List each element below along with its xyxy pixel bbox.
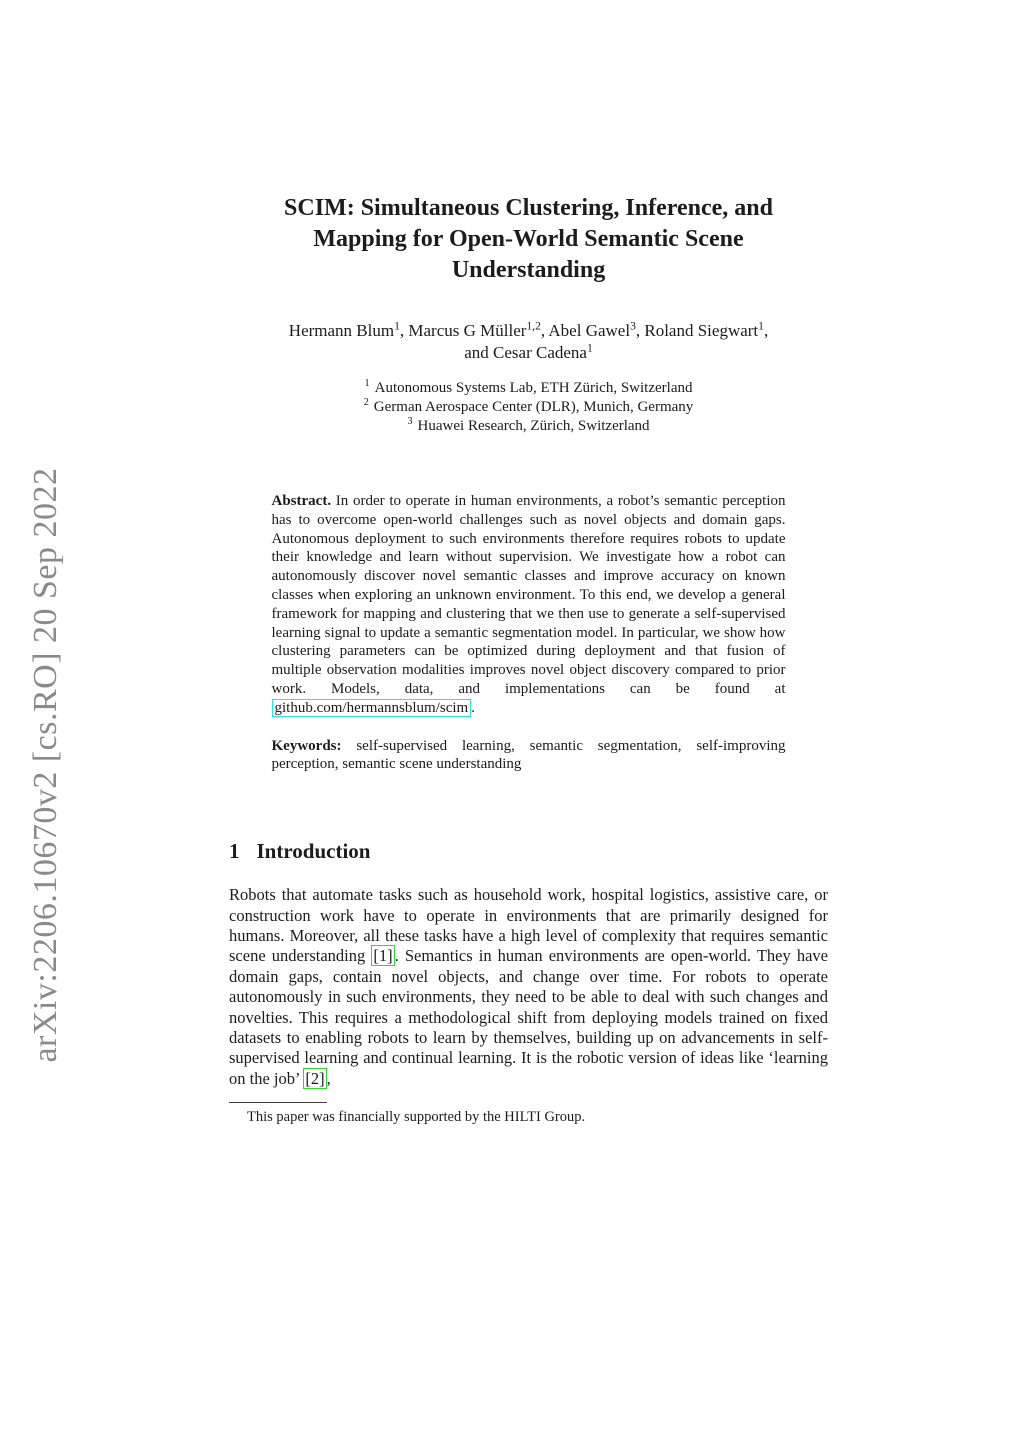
author-name: , Marcus G Müller <box>399 321 527 340</box>
paper-content <box>229 0 828 1126</box>
author-line-1 <box>229 320 828 342</box>
paper-title-line-1: SCIM: Simultaneous Clustering, Inference, and <box>284 195 773 221</box>
citation-link-1[interactable]: [1] <box>373 946 393 966</box>
affiliation-mark: 3 <box>407 416 413 427</box>
author-affil-mark: 1 <box>394 319 400 333</box>
author-affil-mark: 1 <box>758 319 764 333</box>
paper-title-line-2: Mapping for Open-World Semantic Scene <box>313 226 744 252</box>
abstract-text: In order to operate in human environments, a robot’s semantic perception has to overcome open-world challenges such as novel objects and domain gaps. Autonomous deployment to such environments therefore requires robots to update their knowledge and learn without supervision. We investigate how a robot can autonomously discover novel semantic classes and improve accuracy on known classes when exploring an unknown environment. To this end, we develop a general framework for mapping and clustering that we then use to generate a self-supervised learning signal to update a semantic segmentation model. In particular, we show how clustering parameters can be optimized during deployment and that fusion of multiple observation modalities improves novel object discovery compared to prior work. Models, data, and implementations can be found at <box>271 493 786 697</box>
paper-title-line-3: Understanding <box>451 257 606 283</box>
affiliation-text: Huawei Research, Zürich, Switzerland <box>417 418 650 434</box>
section-title: Introduction <box>256 839 371 864</box>
section-heading-introduction <box>229 839 828 864</box>
github-link[interactable]: github.com/hermannsblum/scim <box>272 699 472 717</box>
affiliation-list <box>229 379 828 436</box>
abstract-text-tail: . <box>471 699 475 716</box>
footnote-section <box>229 1102 828 1126</box>
paragraph-text-tail: , <box>326 1068 331 1088</box>
abstract-label: Abstract. <box>271 493 332 509</box>
author-separator: , <box>763 321 769 340</box>
keywords-text: self-supervised learning, semantic segmentation, self-improving perception, semantic scene understanding <box>271 737 786 773</box>
section-number: 1 <box>229 839 240 864</box>
paragraph-text: Robots that automate tasks such as household work, hospital logistics, assistive care, or construction work have to operate in environments that are primarily designed for humans. Moreover, all these tasks have a high level of complexity that requires semantic scene understanding <box>229 885 828 966</box>
footnote-text: This paper was financially supported by the HILTI Group. <box>247 1109 586 1126</box>
paper-title <box>229 193 828 286</box>
author-name: , Roland Siegwart <box>635 321 759 340</box>
introduction-paragraph <box>229 885 828 1089</box>
affiliation-item-2 <box>229 398 828 417</box>
author-affil-mark: 1 <box>586 341 593 355</box>
author-name: Hermann Blum <box>288 321 395 340</box>
citation-link-2[interactable]: [2] <box>305 1068 325 1088</box>
author-affil-mark: 3 <box>630 319 636 333</box>
affiliation-text: Autonomous Systems Lab, ETH Zürich, Switzerland <box>374 380 693 396</box>
affiliation-mark: 2 <box>363 397 369 408</box>
affiliation-item-3 <box>229 417 828 436</box>
affiliation-text: German Aerospace Center (DLR), Munich, Germany <box>373 399 694 415</box>
keywords-section <box>272 737 786 775</box>
arxiv-watermark: arXiv:2206.10670v2 [cs.RO] 20 Sep 2022 <box>27 467 64 1063</box>
paragraph-text: . Semantics in human environments are open-world. They have domain gaps, contain novel objects, and change over time. For robots to operate autonomously in such environments, they need to be able to deal with such changes and novelties. This requires a methodological shift from deploying models trained on fixed datasets to enabling robots to learn by themselves, building up on advancements in self-supervised learning and continual learning. It is the robotic version of ideas like ‘learning on the job’ <box>229 946 829 1088</box>
author-line-2 <box>229 342 828 364</box>
author-name: and Cesar Cadena <box>464 343 587 362</box>
author-affil-mark: 1,2 <box>526 319 541 333</box>
affiliation-item-1 <box>229 379 828 398</box>
affiliation-mark: 1 <box>364 378 370 389</box>
keywords-label: Keywords: <box>271 737 342 754</box>
abstract-section <box>272 492 786 718</box>
author-list <box>229 320 828 364</box>
author-name: , Abel Gawel <box>540 321 631 340</box>
footnote-rule <box>229 1102 327 1103</box>
